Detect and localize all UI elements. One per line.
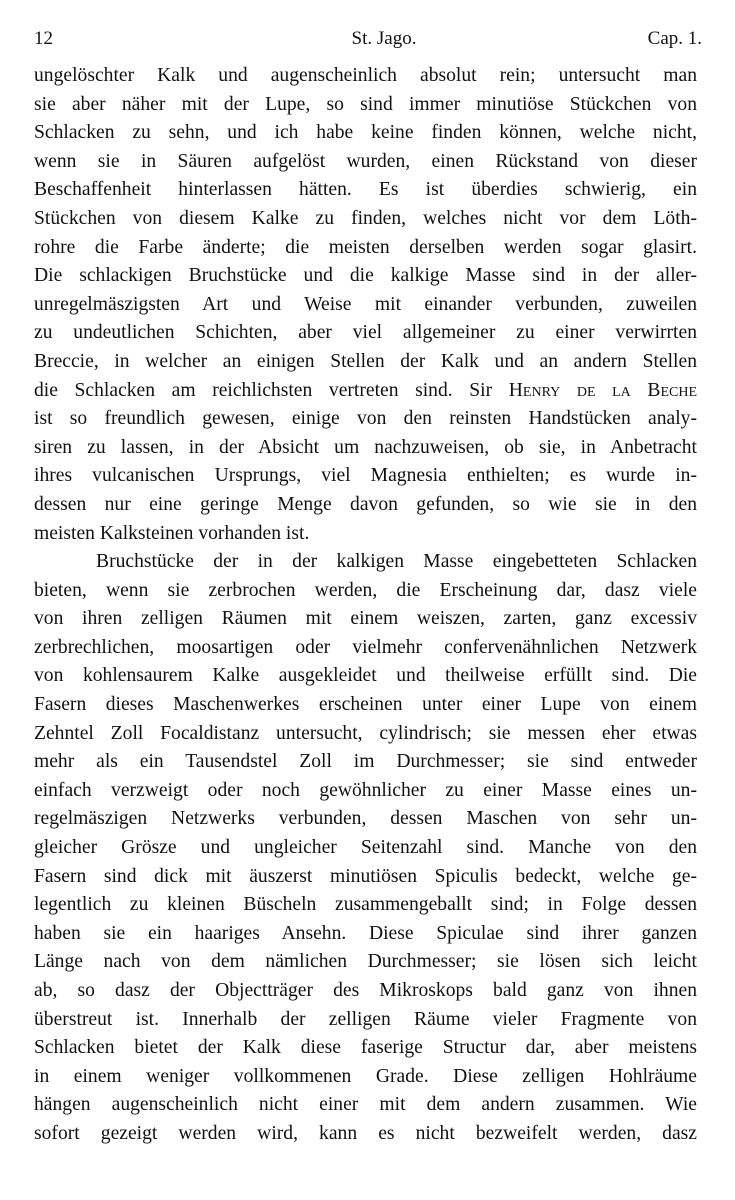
text-line: Stückchen von diesem Kalke zu finden, welches nicht vor dem Löth-	[34, 207, 697, 229]
text-line: hängen augenscheinlich nicht einer mit dem andern zusammen. Wie	[34, 1094, 697, 1116]
text-line: Schlacken zu sehn, und ich habe keine finden können, welche nicht,	[34, 122, 697, 144]
text-line: rohre die Farbe änderte; die meisten derselben werden sogar glasirt.	[34, 236, 697, 258]
text-line: zu undeutlichen Schichten, aber viel allgemeiner zu einer verwirrten	[34, 322, 697, 344]
text-line: von ihren zelligen Räumen mit einem weiszen, zarten, ganz excessiv	[34, 608, 697, 630]
text-line: Die schlackigen Bruchstücke und die kalkige Masse sind in der aller-	[34, 265, 697, 287]
text-line: Schlacken bietet der Kalk diese faserige Structur dar, aber meistens	[34, 1037, 697, 1059]
text-line: ungelöschter Kalk und augenscheinlich absolut rein; untersucht man	[34, 65, 697, 86]
text-line: ist so freundlich gewesen, einige von den reinsten Handstücken analy-	[34, 408, 697, 430]
text-line: wenn sie in Säuren aufgelöst wurden, einen Rückstand von dieser	[34, 150, 697, 172]
text-line: bieten, wenn sie zerbrochen werden, die Erscheinung dar, dasz viele	[34, 579, 697, 601]
text-line: von kohlensaurem Kalke ausgekleidet und theilweise erfüllt sind. Die	[34, 665, 697, 687]
text-line: in einem weniger vollkommenen Grade. Diese zelligen Hohlräume	[34, 1065, 697, 1087]
text-line: Fasern dieses Maschenwerkes erscheinen unter einer Lupe von einem	[34, 694, 697, 716]
text-line: einfach verzweigt oder noch gewöhnlicher zu einer Masse eines un-	[34, 779, 697, 801]
text-line: Fasern sind dick mit äuszerst minutiösen Spiculis bedeckt, welche ge-	[34, 865, 697, 887]
text-line: Zehntel Zoll Focaldistanz untersucht, cylindrisch; sie messen eher etwas	[34, 722, 697, 744]
text-line: haben sie ein haariges Ansehn. Diese Spiculae sind ihrer ganzen	[34, 922, 697, 944]
running-title: St. Jago.	[351, 28, 417, 49]
text-line: Beschaffenheit hinterlassen hätten. Es ist überdies schwierig, ein	[34, 179, 697, 201]
text-line: meisten Kalksteinen vorhanden ist.	[34, 522, 310, 544]
text-line: sofort gezeigt werden wird, kann es nicht bezweifelt werden, dasz	[34, 1122, 697, 1144]
text-line: überstreut ist. Innerhalb der zelligen Räume vieler Fragmente von	[34, 1008, 697, 1030]
text-line: gleicher Grösze und ungleicher Seitenzahl sind. Manche von den	[34, 837, 697, 859]
text-line-with-name	[34, 377, 697, 406]
text-line: legentlich zu kleinen Büscheln zusammengeballt sind; in Folge dessen	[34, 894, 697, 916]
running-header	[34, 24, 702, 54]
text-line: dessen nur eine geringe Menge davon gefunden, so wie sie in den	[34, 493, 697, 515]
text-line: siren zu lassen, in der Absicht um nachzuweisen, ob sie, in Anbetracht	[34, 436, 697, 458]
text-line: Breccie, in welcher an einigen Stellen der Kalk und an andern Stellen	[34, 350, 697, 372]
page-number: 12	[34, 28, 53, 49]
text-line: regelmäszigen Netzwerks verbunden, dessen Maschen von sehr un-	[34, 808, 697, 830]
text-line: zerbrechlichen, moosartigen oder vielmehr confervenähnlichen Netzwerk	[34, 636, 697, 658]
text-line: sie aber näher mit der Lupe, so sind immer minutiöse Stückchen von	[34, 93, 697, 115]
text-line: ihres vulcanischen Ursprungs, viel Magnesia enthielten; es wurde in-	[34, 465, 697, 487]
paragraph-start-line: Bruchstücke der in der kalkigen Masse eingebetteten Schlacken	[96, 551, 697, 573]
person-name: Henry de la Beche	[508, 379, 697, 401]
text-line: unregelmäszigsten Art und Weise mit einander verbunden, zuweilen	[34, 293, 697, 315]
text-line: Länge nach von dem nämlichen Durchmesser; sie lösen sich leicht	[34, 951, 697, 973]
text-line: ab, so dasz der Objectträger des Mikroskops bald ganz von ihnen	[34, 980, 697, 1001]
body-text	[34, 62, 697, 1149]
chapter-label: Cap. 1.	[647, 28, 702, 49]
text-segment: die Schlacken am reichlichsten vertreten sind. Sir	[34, 379, 493, 401]
text-line: mehr als ein Tausendstel Zoll im Durchmesser; sie sind entweder	[34, 751, 697, 773]
